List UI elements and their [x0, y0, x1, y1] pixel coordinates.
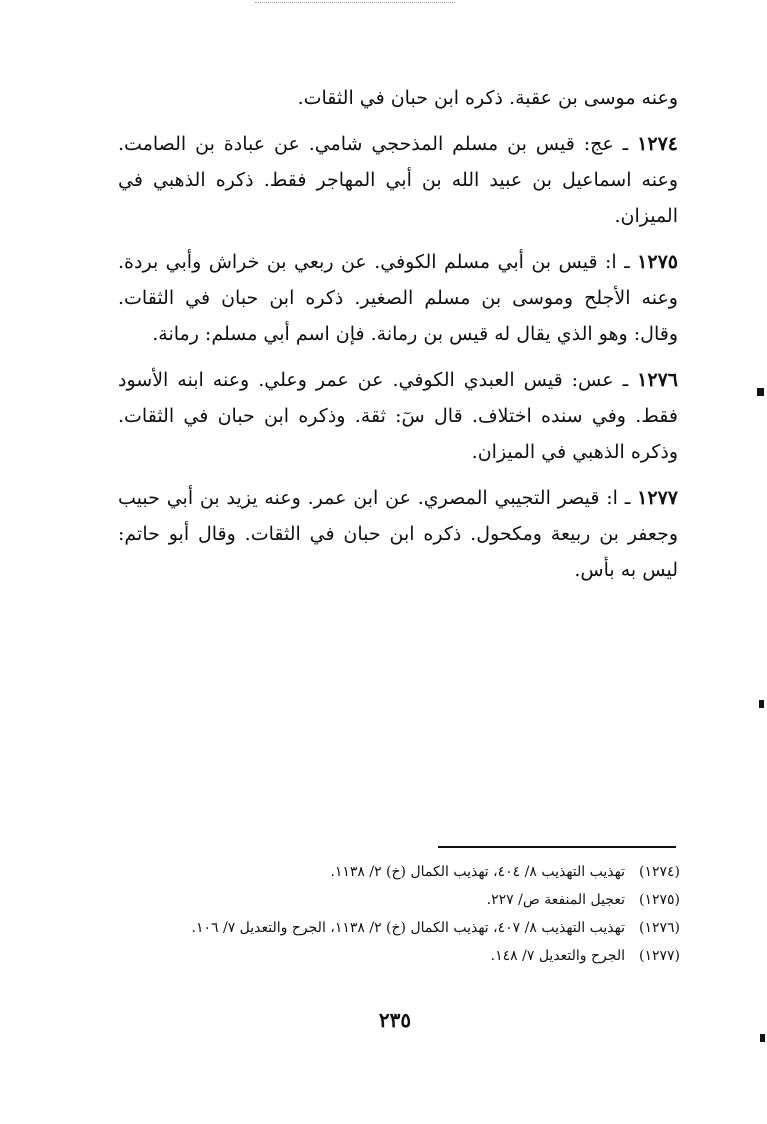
entry-text: ـ ا: قيصر التجيبي المصري. عن ابن عمر. وعنه يزيد بن أبي حبيب وجعفر بن ربيعة ومكحول. ذكره ابن حبان في الثقات. وقال أبو حاتم: ليس به بأس.: [118, 487, 678, 581]
entry-number: ١٢٧٦: [637, 369, 678, 391]
footnotes: [118, 858, 680, 970]
page-number: ٢٣٥: [378, 1008, 412, 1032]
entry-number: ١٢٧٤: [637, 133, 678, 155]
entry-number: ١٢٧٧: [637, 487, 678, 509]
footnote-number: (١٢٧٧): [638, 948, 680, 964]
footnote-text: تعجيل المنفعة ص/ ٢٢٧.: [486, 892, 625, 908]
entry-1274: [118, 126, 678, 234]
footnote-number: (١٢٧٤): [638, 864, 680, 880]
binding-hole-mark: [757, 388, 764, 396]
entry-number: ١٢٧٥: [637, 251, 678, 273]
binding-hole-mark: [759, 700, 764, 708]
binding-hole-mark: [760, 1034, 765, 1042]
footnote: [118, 858, 680, 886]
entry-text: ـ ا: قيس بن أبي مسلم الكوفي. عن ربعي بن خراش وأبي بردة. وعنه الأجلح وموسى بن مسلم الصغير. ذكره ابن حبان في الثقات. وقال: وهو الذي يقال له قيس بن رمانة. فإن اسم أبي مسلم: رمانة.: [118, 251, 678, 345]
footnote-divider: [438, 846, 676, 848]
footnote-text: تهذيب التهذيب ٨/ ٤٠٤، تهذيب الكمال (خ) ٢/ ١١٣٨.: [330, 864, 625, 880]
footnote: [118, 886, 680, 914]
entry-text: وعنه موسى بن عقبة. ذكره ابن حبان في الثقات.: [297, 87, 678, 109]
entry-1277: [118, 480, 678, 588]
footnote: [118, 914, 680, 942]
main-text: [118, 80, 678, 598]
entry-continuation: [118, 80, 678, 116]
entry-text: ـ عج: قيس بن مسلم المذحجي شامي. عن عبادة بن الصامت. وعنه اسماعيل بن عبيد الله بن أبي المهاجر فقط. ذكره الذهبي في الميزان.: [118, 133, 678, 227]
footnote-number: (١٢٧٥): [638, 892, 680, 908]
footnote-text: الجرح والتعديل ٧/ ١٤٨.: [490, 948, 625, 964]
entry-text: ـ عس: قيس العبدي الكوفي. عن عمر وعلي. وعنه ابنه الأسود فقط. وفي سنده اختلاف. قال سٓ: ثقة. وذكره ابن حبان في الثقات. وذكره الذهبي في الميزان.: [118, 369, 678, 463]
entry-1275: [118, 244, 678, 352]
entry-1276: [118, 362, 678, 470]
footnote-text: تهذيب التهذيب ٨/ ٤٠٧، تهذيب الكمال (خ) ٢/ ١١٣٨، الجرح والتعديل ٧/ ١٠٦.: [191, 920, 625, 936]
footnote-number: (١٢٧٦): [638, 920, 680, 936]
top-scan-line: [255, 2, 455, 3]
footnote: [118, 942, 680, 970]
